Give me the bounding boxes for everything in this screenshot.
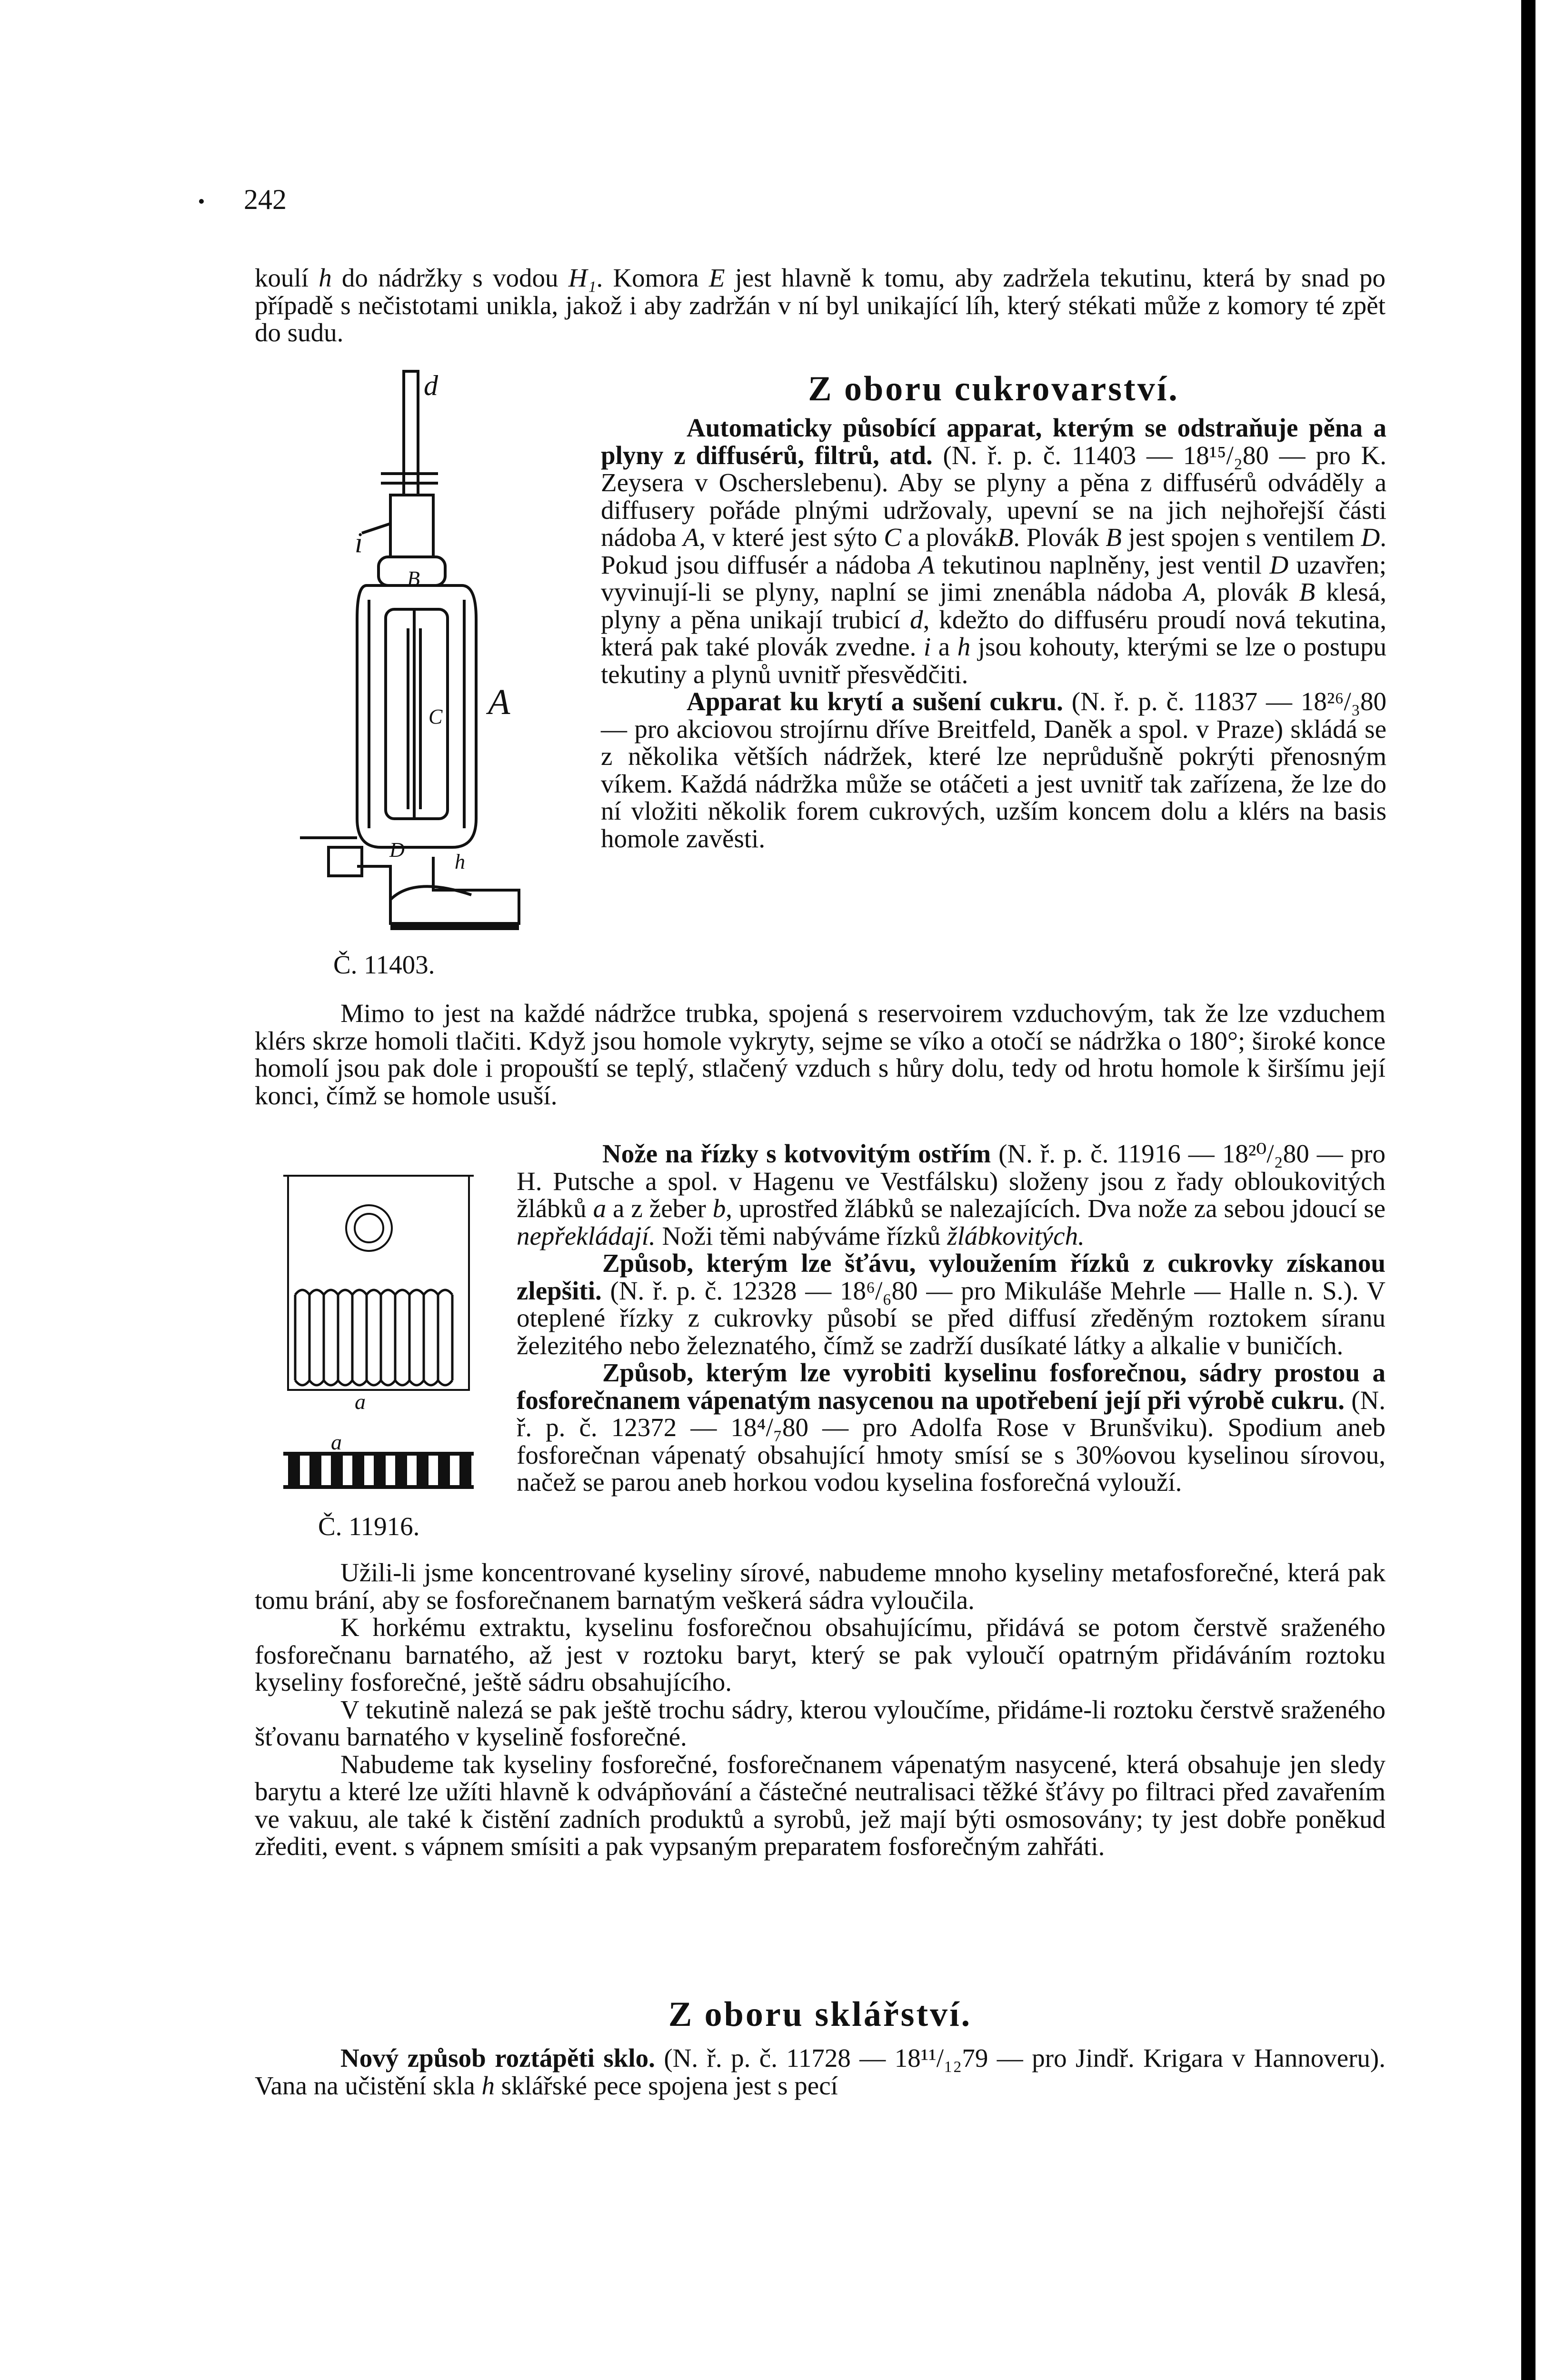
patent-12372-title: Způsob, kterým lze vyrobiti kyselinu fosforečnou, sádry prostou a fosforečnanem vápenatým nasycenou na upotřebení její při výrobě cukru.: [517, 1358, 1386, 1415]
fig1-label-b: B: [407, 567, 420, 590]
patent-11916-title: Nože na řízky s kotvovitým ostřím: [602, 1139, 991, 1168]
section-heading-glass: Z oboru sklářství.: [668, 1995, 972, 2034]
fig1-label-i: i: [355, 527, 363, 558]
patent-12372-continuation: Užili-li jsme koncentrované kyseliny sírové, nabudeme mnoho kyseliny metafosforečné, která pak tomu brání, aby se fosforečnanem barnatým veškerá sádra vyloučila. K horkému extraktu, kyselinu fosforečnou obsahujícímu, přidává se potom čerstvě sraženého fosforečnanu barnatého, až jest v roztoku baryt, který se pak vyloučí opatrným přidáváním roztoku kyseliny fosforečné, ještě sádru obsahujícího. V tekutině nalezá se pak ještě trochu sádry, kterou vyloučíme, přidáme-li roztoku čerstvě sraženého šťovanu barnatého v kyselině fosforečné. Nabudeme tak kyseliny fosforečné, fosforečnanem vápenatým nasycené, která obsahuje jen sledy barytu a které lze užíti hlavně k odvápňování a částečné neutralisaci těžké šťávy po filtraci před zavařením ve vakuu, ale také k čistění zadních produktů a syrobů, jež mají býti osmosovány; ty jest dobře poněkud zřediti, event. s vápnem smísiti a pak vypsaným preparatem fosforečným zahřáti.: [255, 1558, 1386, 1861]
fig1-label-a: A: [488, 682, 510, 722]
figure-11403-illustration: [271, 362, 538, 952]
patent-11403-title: Automaticky působící apparat, kterým se odstraňuje pěna a plyny z diffusérů, filtrů, atd.: [601, 413, 1386, 470]
patent-11837-title: Apparat ku krytí a sušení cukru.: [687, 687, 1063, 716]
patent-11728-text: Nový způsob roztápěti sklo. (N. ř. p. č. 11728 — 18¹¹/₁₂79 — pro Jindř. Krigara v Hannoveru). Vana na učistění skla h sklářské pece spojena jest s pecí: [255, 2043, 1386, 2100]
fig2-label-a-lower: a: [331, 1430, 342, 1454]
patent-11837-continuation: Mimo to jest na každé nádržce trubka, spojená s reservoirem vzduchovým, tak že lze vzduchem klérs skrze homoli tlačiti. Když jsou homole vykryty, sejme se víko a otočí se nádržka o 180°; široké konce homolí jsou pak dole i propouští se teplý, stlačený vzduch s hůry dolu, tedy od hrotu homole k širšímu její konci, čímž se homole usuší.: [255, 999, 1386, 1110]
fig1-label-c: C: [429, 705, 443, 728]
fig1-label-dd: D: [389, 838, 405, 862]
patent-12328-title: Způsob, kterým lze šťávu, vyloužením řízků z cukrovky získanou zlepšiti.: [517, 1249, 1386, 1305]
figure-11916-caption: Č. 11916.: [318, 1512, 420, 1541]
patent-11916-text: Nože na řízky s kotvovitým ostřím (N. ř. p. č. 11916 — 18²⁰/₂80 — pro H. Putsche a spol. v Hagenu ve Vestfálsku) složeny jsou z řady obloukovitých žlábků a a z žeber b, uprostřed žlábků se nalezajících. Dva nože za sebou jdoucí se nepřekládají. Noži těmi nabýváme řízků žlábkovitých. Způsob, kterým lze šťávu, vyloužením řízků z cukrovky získanou zlepšiti. (N. ř. p. č. 12328 — 18⁶/₆80 — pro Mikuláše Mehrle — Halle n. S.). V oteplené řízky z cukrovky působí se před diffusí zředěným roztokem síranu železitého nebo železnatého, čímž se zadrží dusíkaté látky a alkalie v buničích. Způsob, kterým lze vyrobiti kyselinu fosforečnou, sádry prostou a fosforečnanem vápenatým nasycenou na upotřebení její při výrobě cukru. (N. ř. p. č. 12372 — 18⁴/₇80 — pro Adolfa Rose v Brunšviku). Spodium aneb fosforečnan vápenatý obsahující hmoty smísí se s 30%ovou kyselinou sírovou, načež se parou aneb horkou vodou kyselina fosforečná vylouží.: [517, 1139, 1386, 1497]
section-heading-sugar: Z oboru cukrovarství.: [808, 369, 1179, 408]
patent-11403-text: Automaticky působící apparat, kterým se odstraňuje pěna a plyny z diffusérů, filtrů, atd. (N. ř. p. č. 11403 — 18¹⁵/₂80 — pro K. Zeysera v Oscherslebenu). Aby se plyny a pěna z diffusérů odváděly a diffusery pořáde plnými udržovaly, upevní se na jich nejhořejší části nádoba A, v které jest sýto C a plovákB. Plovák B jest spojen s ventilem D. Pokud jsou diffusér a nádoba A tekutinou naplněny, jest ventil D uzavřen; vyvinují-li se plyny, naplní se jimi znenábla nádoba A, plovák B klesá, plyny a pěna unikají trubicí d, kdežto do diffuséru proudí nová tekutina, která pak také plovák zvedne. i a h jsou kohouty, kterými se lze o postupu tekutiny a plynů uvnitř přesvědčiti. Apparat ku krytí a sušení cukru. (N. ř. p. č. 11837 — 18²⁶/₃80 — pro akciovou strojírnu dříve Breitfeld, Daněk a spol. v Praze) skládá se z několika větších nádržek, které lze neprůdušně pokrýti přenosným víkem. Každá nádržka může se otáčeti a jest uvnitř tak zařízena, že lze do ní vložiti několik forem cukrových, uzším koncem dolu a klérs na basis homole zavěsti.: [601, 413, 1387, 853]
fig2-label-a-upper: a: [355, 1389, 366, 1414]
margin-dot: [199, 199, 204, 204]
patent-11728-title: Nový způsob roztápěti sklo.: [340, 2043, 655, 2073]
figure-11916-illustration: [283, 1171, 474, 1504]
intro-paragraph: koulí h do nádržky s vodou H₁. Komora E jest hlavně k tomu, aby zadržela tekutinu, která by snad po případě s nečistotami unikla, jakož i aby zadržán v ní byl unikající líh, který stékati může z komory té zpět do sudu.: [255, 263, 1386, 347]
figure-11403-caption: Č. 11403.: [333, 950, 435, 979]
page-number: 242: [244, 184, 287, 215]
fig1-label-d: d: [424, 370, 438, 401]
page-edge-bar: [1521, 0, 1535, 2380]
fig1-label-h: h: [455, 850, 465, 873]
